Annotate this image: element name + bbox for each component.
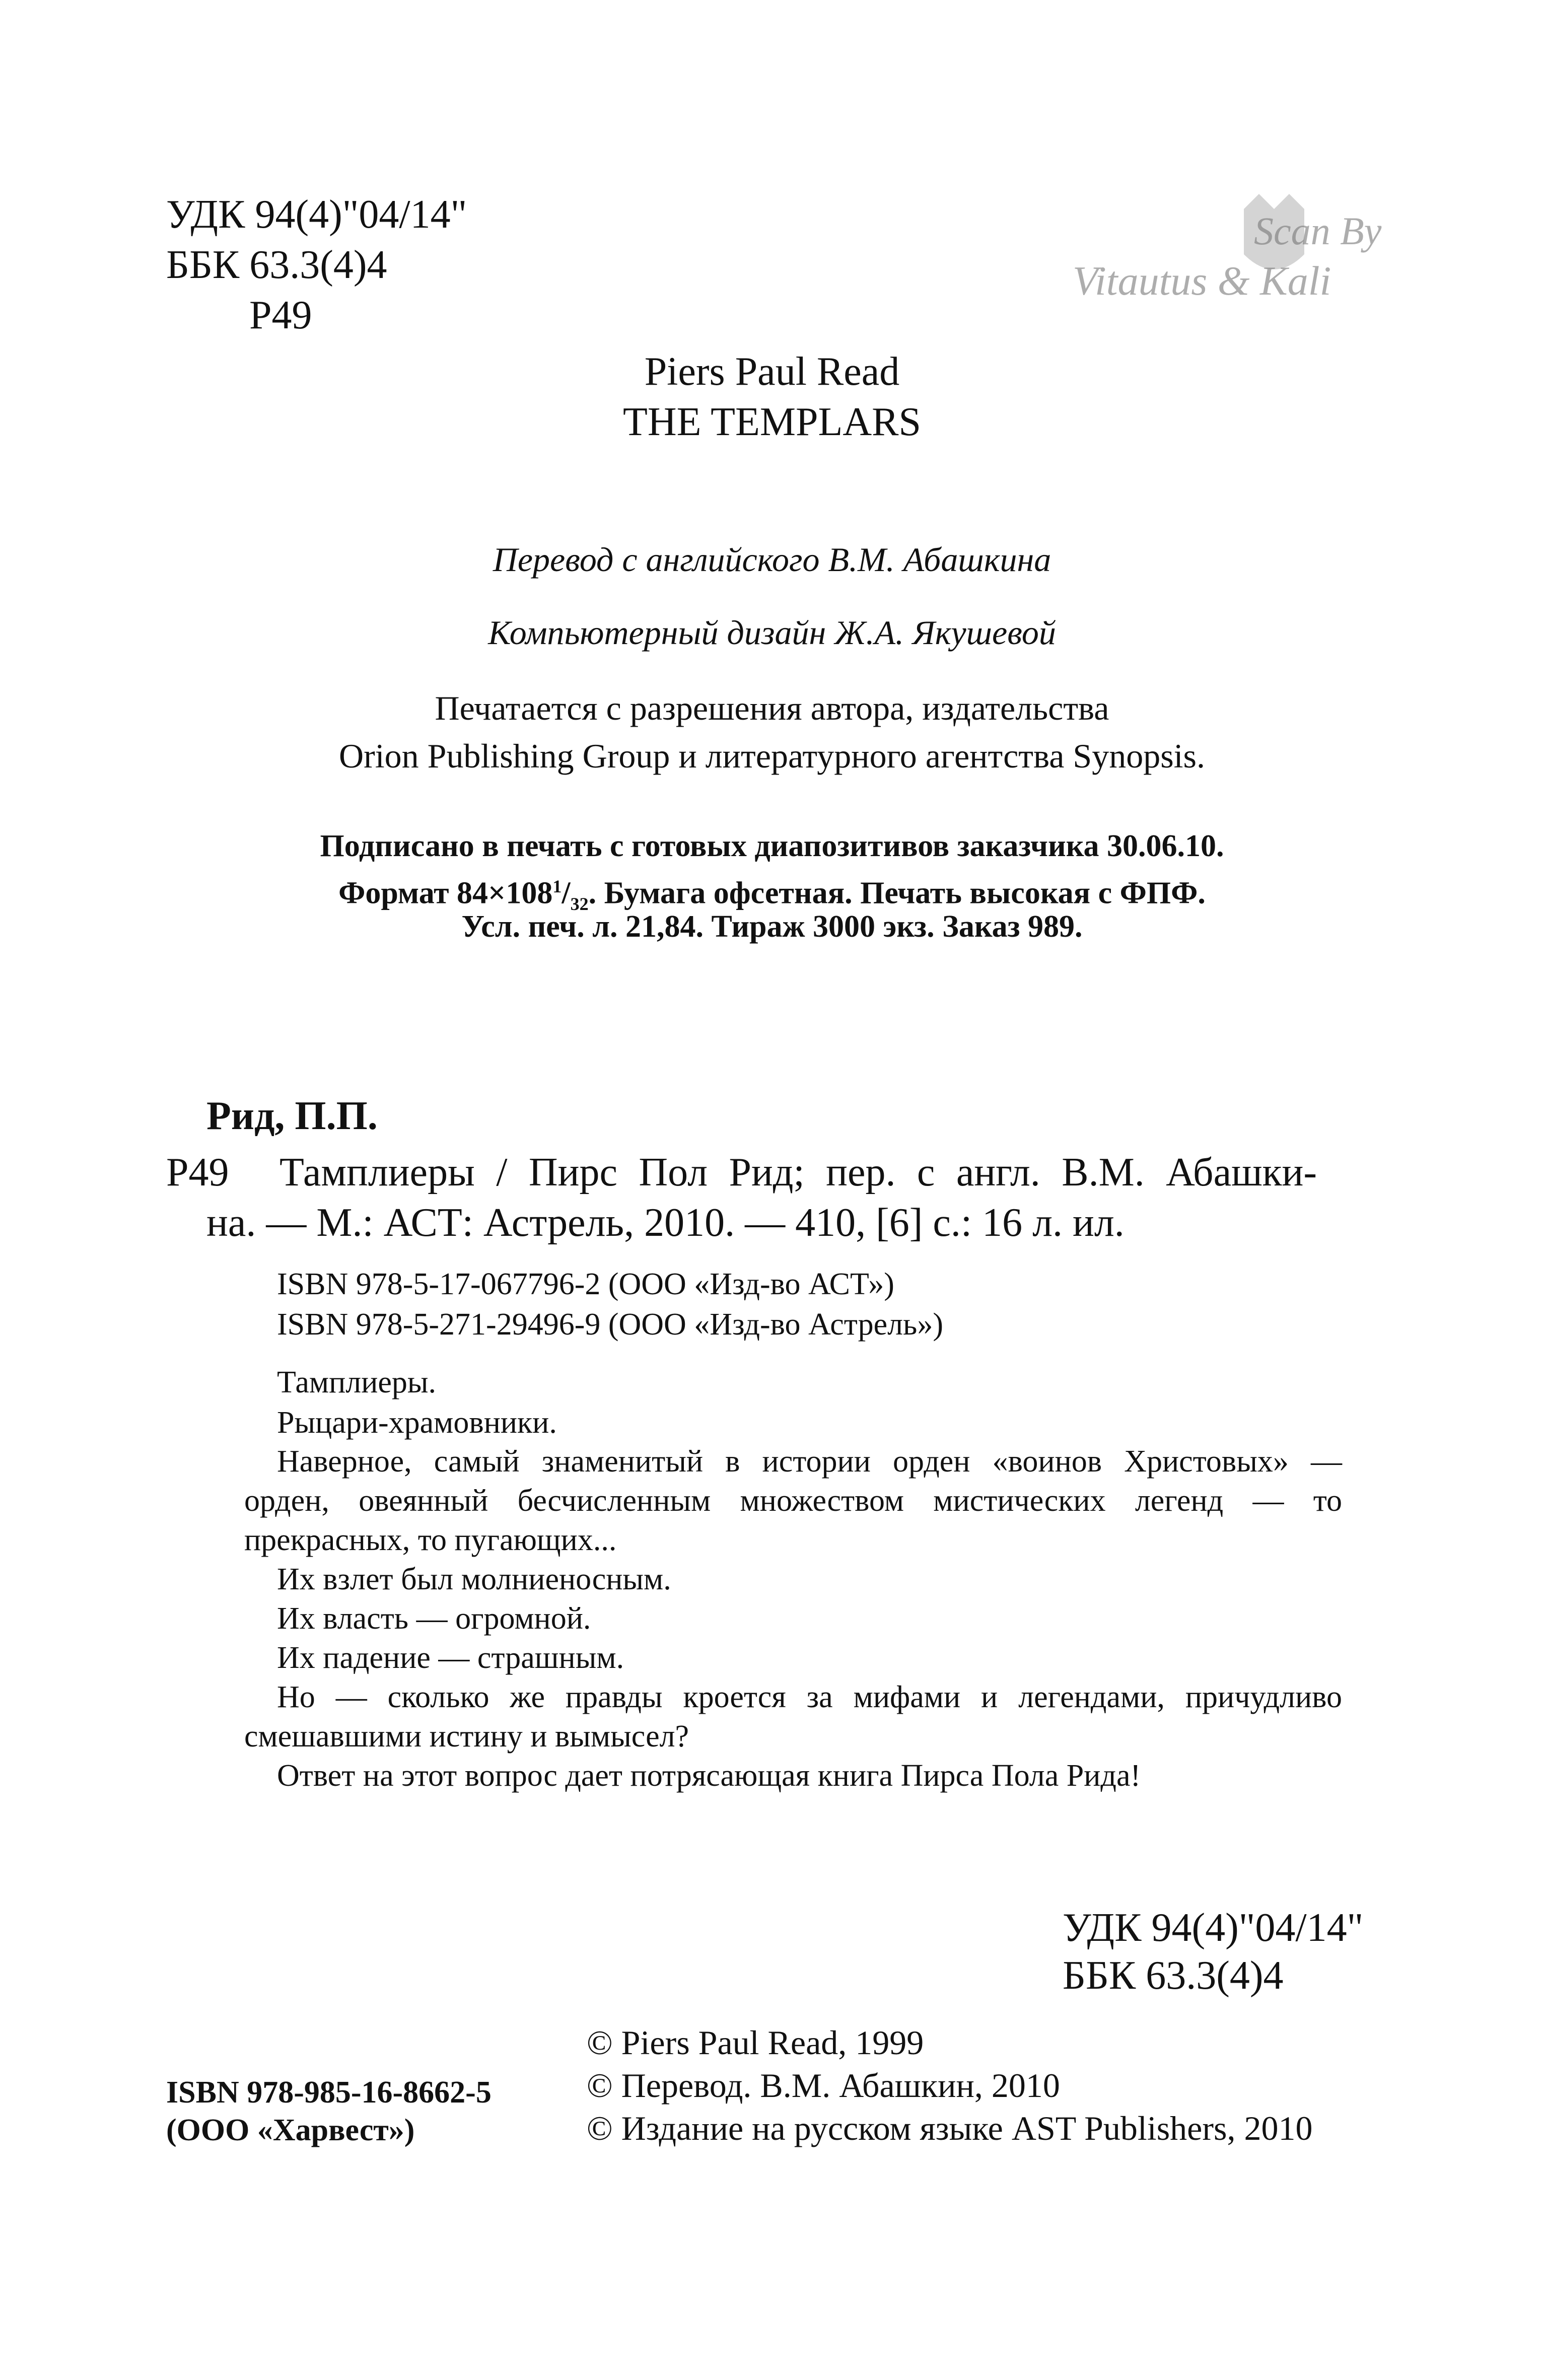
header-code: Р49 (249, 293, 312, 337)
print-line1: Подписано в печать с готовых диапозитивов заказчика 30.06.10. (320, 829, 1224, 863)
copyright-line3: © Издание на русском языке AST Publishers, 2010 (587, 2109, 1313, 2147)
original-author: Piers Paul Read (644, 349, 900, 394)
watermark-line2: Vitautus & Kali (1073, 258, 1331, 304)
copyright-line1: © Piers Paul Read, 1999 (587, 2023, 924, 2062)
annotation-line: Их власть — огромной. (277, 1601, 591, 1636)
catalog-entry-line1: Тамплиеры / Пирс Пол Рид; пер. с англ. В.М. Абашки- (279, 1150, 1317, 1195)
header-bbk: ББК 63.3(4)4 (166, 243, 387, 287)
annotation-line: Ответ на этот вопрос дает потрясающая книга Пирса Пола Рида! (277, 1759, 1141, 1793)
annotation-line: Их падение — страшным. (277, 1641, 624, 1675)
annotation-line: Рыцари-храмовники. (277, 1406, 557, 1440)
catalog-entry-line2: на. — М.: АСТ: Астрель, 2010. — 410, [6] с.: 16 л. ил. (206, 1201, 1125, 1245)
catalog-author-heading: Рид, П.П. (206, 1094, 378, 1138)
header-udk: УДК 94(4)"04/14" (166, 192, 467, 237)
catalog-isbn2: ISBN 978-5-271-29496-9 (ООО «Изд-во Астрель») (277, 1307, 943, 1342)
copyright-line2: © Перевод. В.М. Абашкин, 2010 (587, 2066, 1060, 2105)
footer-udk: УДК 94(4)"04/14" (1063, 1906, 1364, 1950)
annotation-line: смешавшими истину и вымысел? (244, 1719, 689, 1754)
annotation-line: Но — сколько же правды кроется за мифами и легендами, причудливо (277, 1680, 1342, 1714)
translation-credit: Перевод с английского В.М. Абашкина (493, 540, 1051, 579)
print-line3: Усл. печ. л. 21,84. Тираж 3000 экз. Заказ 989. (461, 909, 1083, 944)
permission-line1: Печатается с разрешения автора, издательства (435, 689, 1109, 727)
footer-isbn-publisher: (ООО «Харвест») (166, 2113, 415, 2147)
annotation-line: орден, овеянный бесчисленным множеством мистических легенд — то (244, 1484, 1342, 1518)
scan-watermark-logo (1063, 189, 1415, 325)
annotation-line: Наверное, самый знаменитый в истории орден «воинов Христовых» — (277, 1444, 1342, 1479)
original-title: THE TEMPLARS (623, 400, 921, 444)
annotation-line: прекрасных, то пугающих... (244, 1523, 617, 1557)
catalog-isbn1: ISBN 978-5-17-067796-2 (ООО «Изд-во АСТ») (277, 1267, 894, 1301)
footer-isbn: ISBN 978-985-16-8662-5 (166, 2075, 492, 2110)
print-line2: Формат $84\times 108^1/_{32}$. Бумага офсетная. Печать высокая с ФПФ. (338, 876, 1206, 915)
watermark-line1: Scan By (1254, 209, 1382, 253)
design-credit: Компьютерный дизайн Ж.А. Якушевой (488, 613, 1056, 652)
footer-bbk: ББК 63.3(4)4 (1063, 1953, 1284, 1998)
permission-line2: Orion Publishing Group и литературного агентства Synopsis. (338, 737, 1206, 775)
annotation-line: Их взлет был молниеносным. (277, 1562, 671, 1596)
annotation-line: Тамплиеры. (277, 1365, 437, 1399)
catalog-code: Р49 (166, 1150, 229, 1195)
